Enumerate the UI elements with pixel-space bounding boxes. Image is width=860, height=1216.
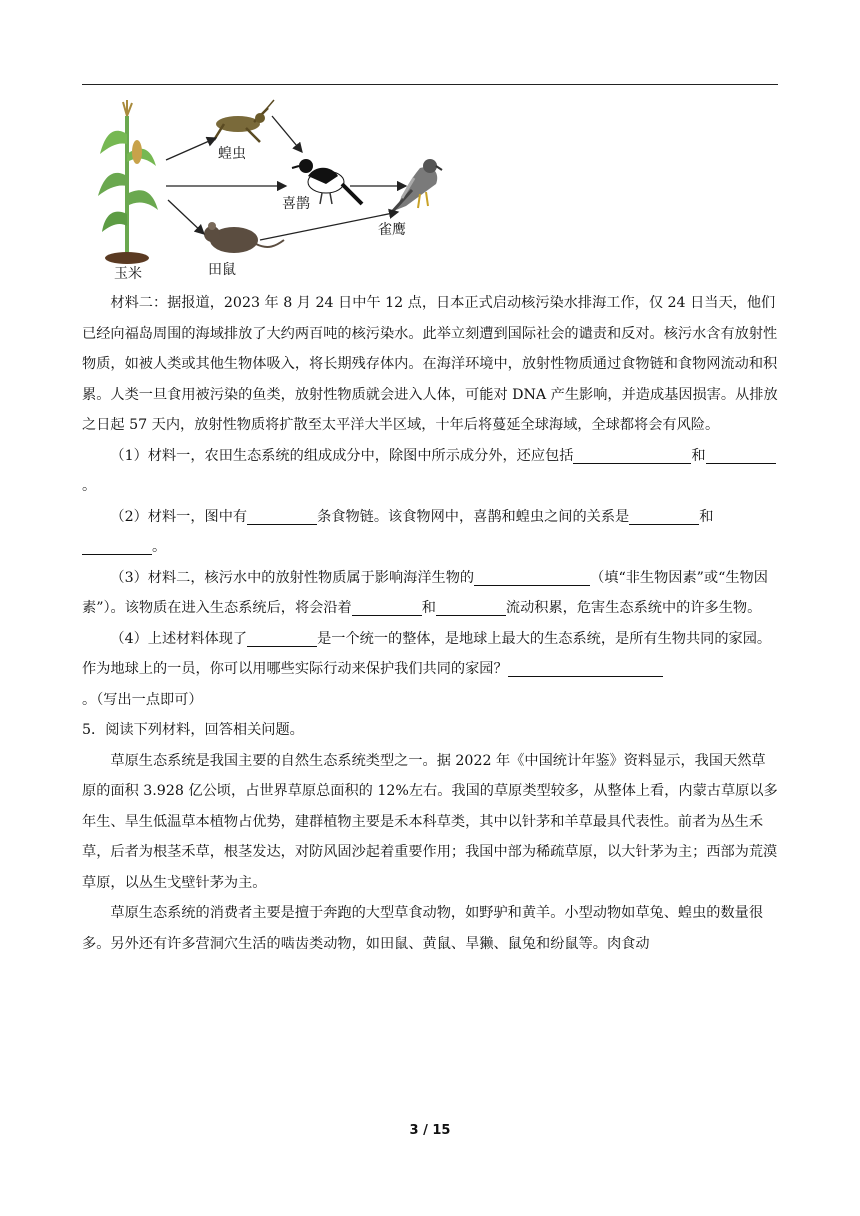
q3-blank-2[interactable]	[352, 597, 422, 616]
q3-text-d: 流动积累，危害生态系统中的许多生物。	[505, 600, 762, 616]
q3-text-c: 和	[421, 600, 436, 616]
q4-text-c: 。（写出一点即可）	[82, 691, 203, 708]
q2-text-a: （2）材料一，图中有	[110, 508, 248, 525]
q2-text-c: 和	[699, 508, 714, 525]
q1-text-c: 。	[82, 478, 97, 494]
question-4	[82, 624, 778, 716]
q2-text-d: 。	[152, 539, 167, 555]
q2-blank-2[interactable]	[629, 506, 699, 525]
question-5-intro: 5．阅读下列材料，回答相关问题。	[82, 722, 304, 738]
q4-text-b: 是一个统一的整体，是地球上最大的生态系统，是所有生物共同的家园。作为地球上的一员，你可以用哪些实际行动来保护我们共同的家园？	[82, 630, 772, 677]
material-two-paragraph: 材料二：据报道，2023 年 8 月 24 日中午 12 点，日本正式启动核污染水排海工作，仅 24 日当天，他们已经向福岛周围的海域排放了大约两百吨的核污染水。此举立刻遭到国际社会的谴责和反对。核污水含有放射性物质，如被人类或其他生物体吸入，将长期残存体内。在海洋环境中，放射性物质通过食物链和食物网流动和积累。人类一旦食用被污染的鱼类，放射性物质就会进入人体，可能对 DNA 产生影响，并造成基因损害。从排放之日起 57 天内，放射性物质将扩散至太平洋大半区域，十年后将蔓延全球海域，全球都将会有风险。	[82, 295, 778, 433]
header-rule	[82, 84, 778, 85]
mouse-label: 田鼠	[208, 262, 236, 278]
q3-text-a: （3）材料二，核污水中的放射性物质属于影响海洋生物的	[110, 569, 475, 586]
q1-text-a: （1）材料一，农田生态系统的组成成分中，除图中所示成分外，还应包括	[110, 447, 574, 464]
hawk-label: 雀鹰	[378, 222, 406, 238]
q1-blank-1[interactable]	[573, 445, 691, 464]
q4-text-a: （4）上述材料体现了	[110, 630, 248, 647]
magpie-label: 喜鹊	[282, 196, 310, 212]
q4-blank-2[interactable]	[508, 658, 663, 677]
q2-text-b: 条食物链。该食物网中，喜鹊和蝗虫之间的关系是	[317, 508, 630, 525]
q3-text-b: （填“非生物因素”或“生物因素”）。该物质在进入生态系统后，将会沿着	[82, 569, 768, 616]
q3-blank-1[interactable]	[474, 567, 590, 586]
food-web-figure	[96, 94, 456, 284]
q1-blank-2[interactable]	[706, 445, 776, 464]
page-number: 3 / 15	[409, 1123, 451, 1138]
q4-blank-1[interactable]	[247, 628, 317, 647]
q1-text-b: 和	[691, 447, 706, 464]
locust-label: 蝗虫	[218, 146, 246, 162]
q3-blank-3[interactable]	[436, 597, 506, 616]
q2-blank-1[interactable]	[247, 506, 317, 525]
corn-label: 玉米	[114, 266, 142, 282]
question-5-paragraph-1: 草原生态系统是我国主要的自然生态系统类型之一。据 2022 年《中国统计年鉴》资料显示，我国天然草原的面积 3.928 亿公顷，占世界草原总面积的 12%左右。我国的草原类型较多，从整体上看，内蒙古草原以多年生、旱生低温草本植物占优势，建群植物主要是禾本科草类，其中以针茅和羊草最具代表性。前者为丛生禾草，后者为根茎禾草，根茎发达，对防风固沙起着重要作用；我国中部为稀疏草原，以大针茅为主；西部为荒漠草原，以丛生戈壁针茅为主。	[82, 752, 778, 891]
document-body	[82, 288, 778, 959]
question-5-paragraph-2: 草原生态系统的消费者主要是擅于奔跑的大型草食动物，如野驴和黄羊。小型动物如草兔、蝗虫的数量很多。另外还有许多营洞穴生活的啮齿类动物，如田鼠、黄鼠、旱獭、鼠兔和纷鼠等。肉食动	[82, 905, 764, 952]
food-web-diagram	[96, 94, 456, 284]
locust-icon	[214, 100, 274, 142]
question-2	[82, 502, 778, 563]
corn-icon	[98, 100, 158, 264]
q2-blank-3[interactable]	[82, 536, 152, 555]
question-3	[82, 563, 778, 624]
question-1	[82, 441, 778, 502]
